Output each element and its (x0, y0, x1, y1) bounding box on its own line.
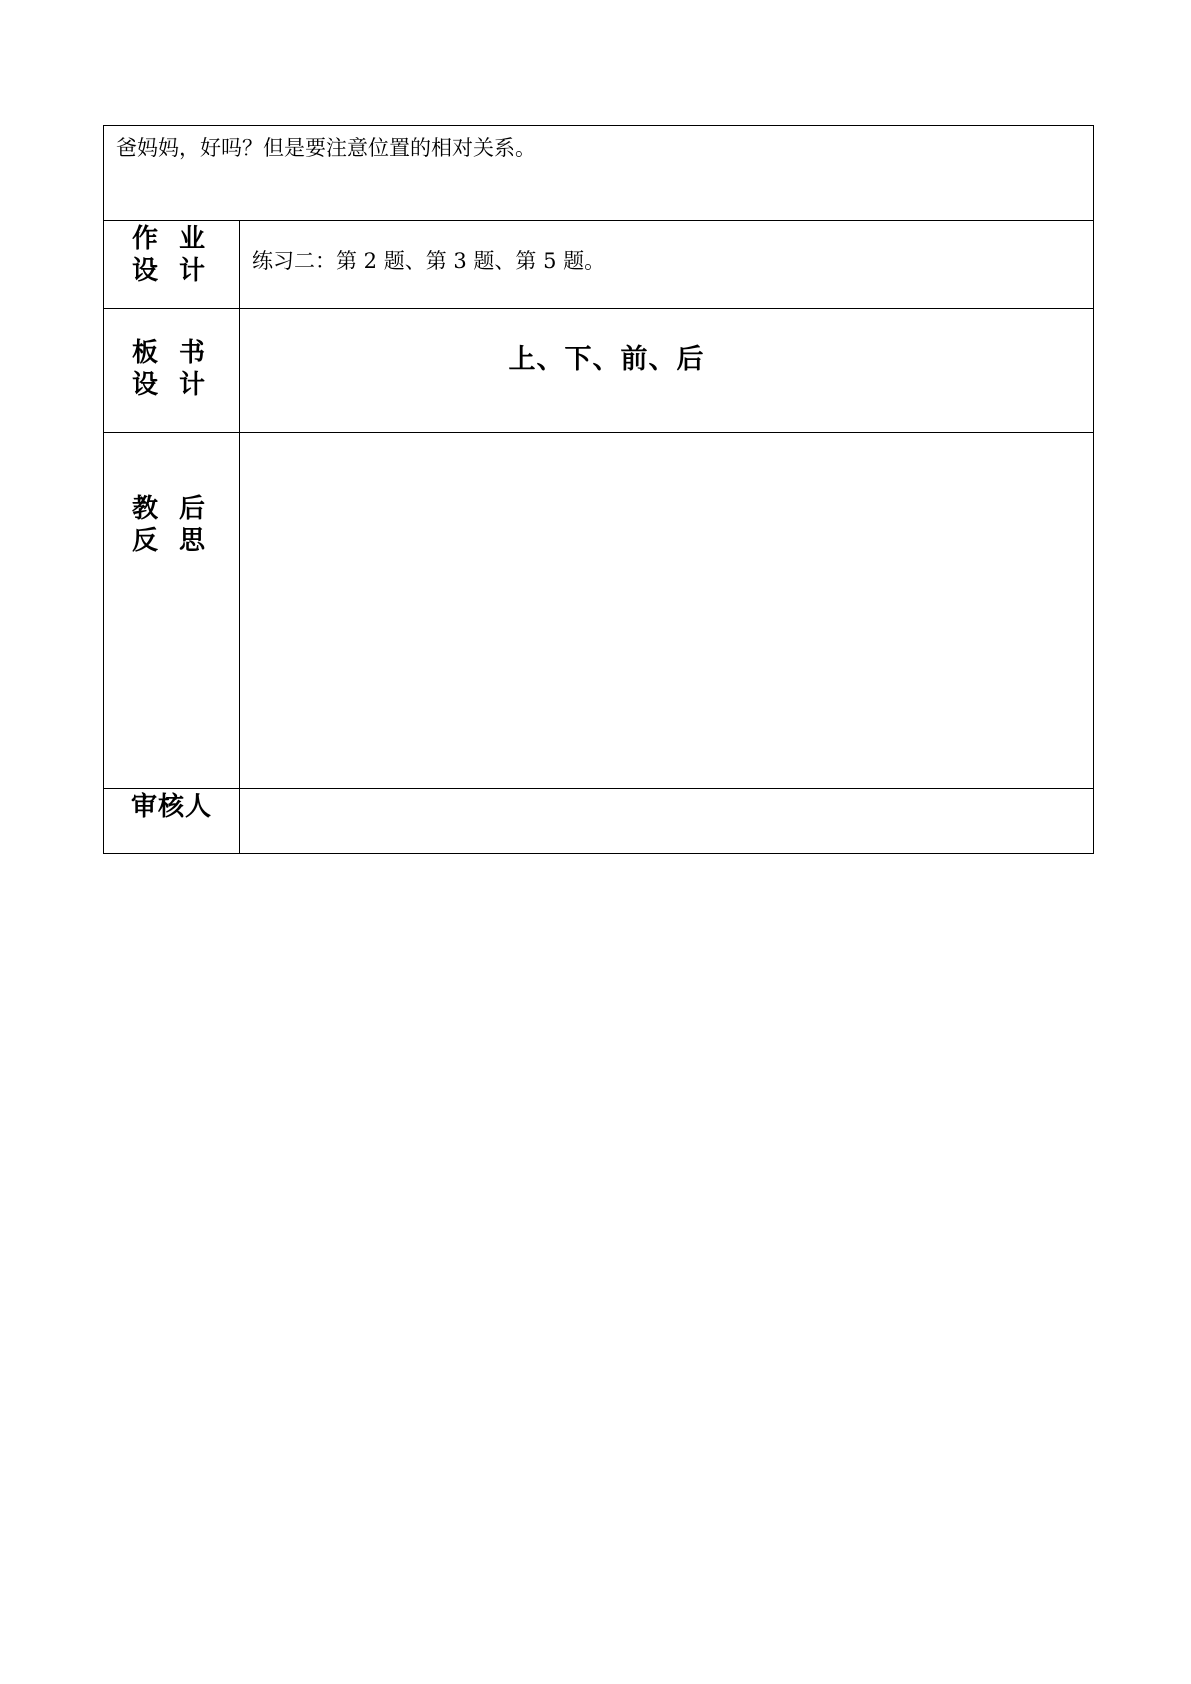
continuation-row (104, 126, 1094, 221)
homework-label-line2: 设 计 (131, 256, 212, 286)
reviewer-label-cell (104, 789, 240, 854)
homework-label-cell (104, 221, 240, 309)
board-label-line2: 设 计 (131, 370, 212, 400)
reviewer-row (104, 789, 1094, 854)
homework-label (104, 221, 239, 287)
reflection-label-line1: 教 后 (131, 494, 212, 524)
homework-content-cell (240, 221, 1094, 309)
board-label-line1: 板 书 (131, 338, 212, 368)
board-label-cell (104, 309, 240, 433)
continuation-text: 爸妈妈，好吗？但是要注意位置的相对关系。 (116, 136, 536, 160)
reviewer-content-cell (240, 789, 1094, 854)
homework-label-line1: 作 业 (131, 224, 212, 254)
reviewer-label: 审核人 (130, 792, 212, 822)
reflection-label-line2: 反 思 (131, 526, 212, 556)
reflection-row (104, 433, 1094, 789)
reflection-content-cell (240, 433, 1094, 789)
homework-row (104, 221, 1094, 309)
lesson-plan-table (103, 125, 1094, 854)
board-content: 上、下、前、后 (508, 344, 705, 375)
board-content-cell (240, 309, 1094, 433)
reflection-label (104, 433, 239, 557)
continuation-cell (104, 126, 1094, 221)
board-label (104, 309, 239, 401)
reflection-label-cell (104, 433, 240, 789)
board-design-row (104, 309, 1094, 433)
homework-content: 练习二：第 2 题、第 3 题、第 5 题。 (252, 249, 606, 273)
